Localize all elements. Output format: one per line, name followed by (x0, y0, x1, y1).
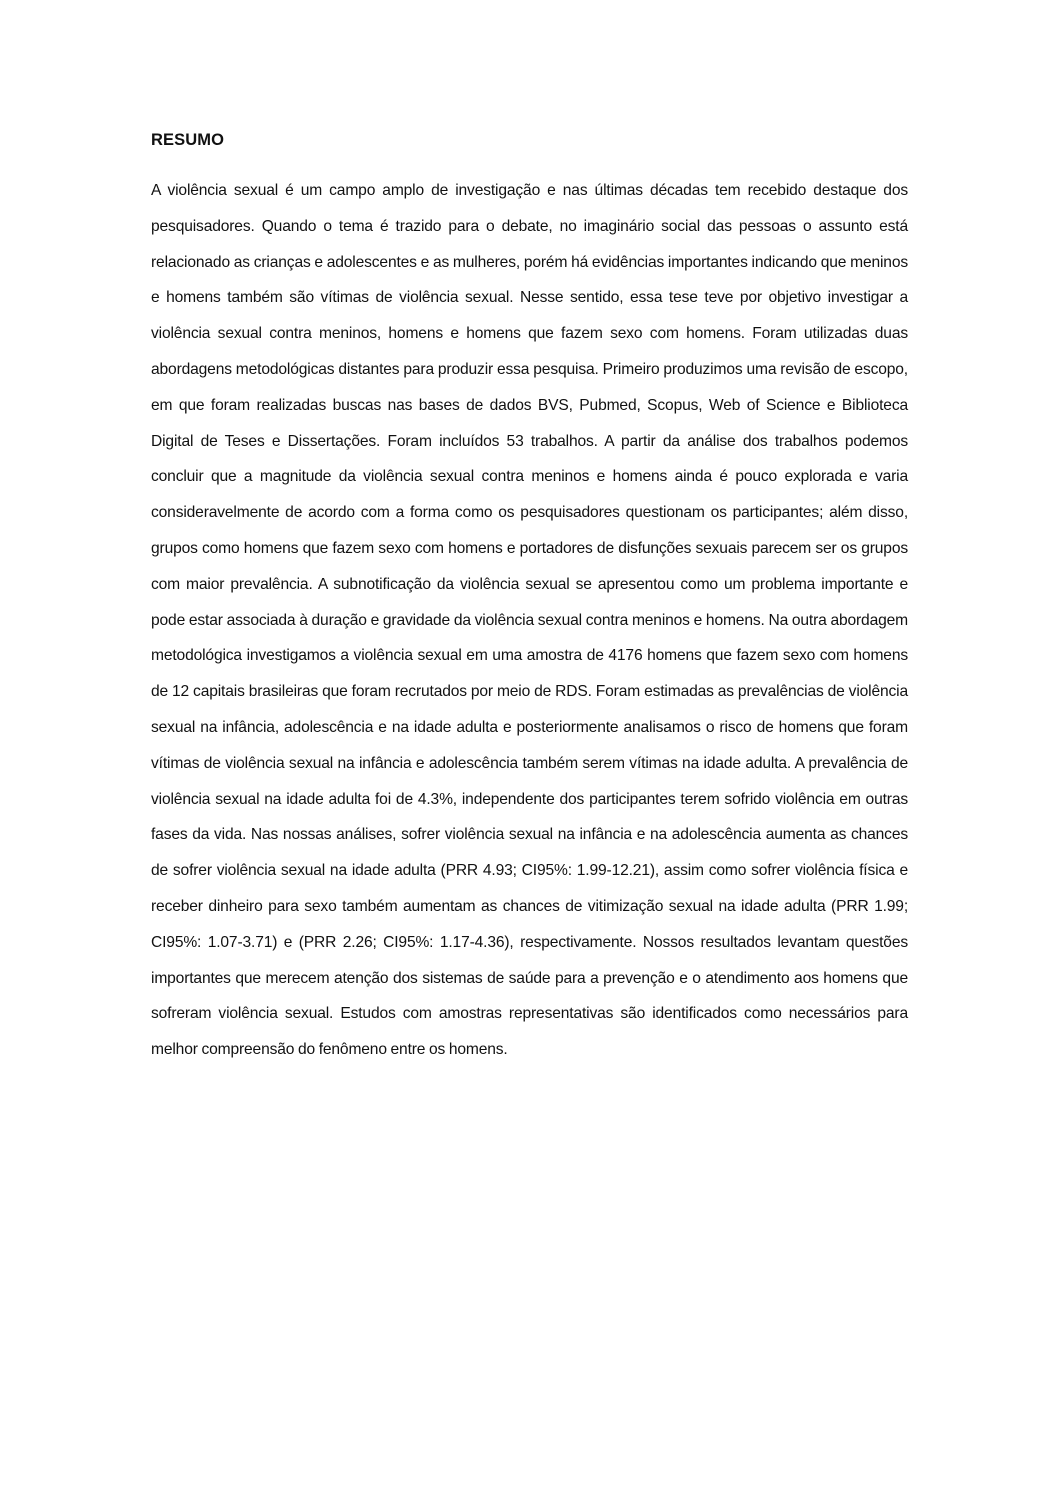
abstract-paragraph: A violência sexual é um campo amplo de investigação e nas últimas décadas tem recebido destaque dos pesquisadores. Quando o tema é trazido para o debate, no imaginário social das pessoas o assunto está relacionado as crianças e adolescentes e as mulheres, porém há evidências importantes indicando que meninos e homens também são vítimas de violência sexual. Nesse sentido, essa tese teve por objetivo investigar a violência sexual contra meninos, homens e homens que fazem sexo com homens. Foram utilizadas duas abordagens metodológicas distantes para produzir essa pesquisa. Primeiro produzimos uma revisão de escopo, em que foram realizadas buscas nas bases de dados BVS, Pubmed, Scopus, Web of Science e Biblioteca Digital de Teses e Dissertações. Foram incluídos 53 trabalhos. A partir da análise dos trabalhos podemos concluir que a magnitude da violência sexual contra meninos e homens ainda é pouco explorada e varia consideravelmente de acordo com a forma como os pesquisadores questionam os participantes; além disso, grupos como homens que fazem sexo com homens e portadores de disfunções sexuais parecem ser os grupos com maior prevalência. A subnotificação da violência sexual se apresentou como um problema importante e pode estar associada à duração e gravidade da violência sexual contra meninos e homens. Na outra abordagem metodológica investigamos a violência sexual em uma amostra de 4176 homens que fazem sexo com homens de 12 capitais brasileiras que foram recrutados por meio de RDS. Foram estimadas as prevalências de violência sexual na infância, adolescência e na idade adulta e posteriormente analisamos o risco de homens que foram vítimas de violência sexual na infância e adolescência também serem vítimas na idade adulta. A prevalência de violência sexual na idade adulta foi de 4.3%, independente dos participantes terem sofrido violência em outras fases da vida. Nas nossas análises, sofrer violência sexual na infância e na adolescência aumenta as chances de sofrer violência sexual na idade adulta (PRR 4.93; CI95%: 1.99-12.21), assim como sofrer violência física e receber dinheiro para sexo também aumentam as chances de vitimização sexual na idade adulta (PRR 1.99; CI95%: 1.07-3.71) e (PRR 2.26; CI95%: 1.17-4.36), respectivamente. Nossos resultados levantam questões importantes que merecem atenção dos sistemas de saúde para a prevenção e o atendimento aos homens que sofreram violência sexual. Estudos com amostras representativas são identificados como necessários para melhor compreensão do fenômeno entre os homens. (151, 182, 908, 1059)
abstract-section (151, 126, 908, 1068)
section-heading: RESUMO (151, 131, 225, 149)
